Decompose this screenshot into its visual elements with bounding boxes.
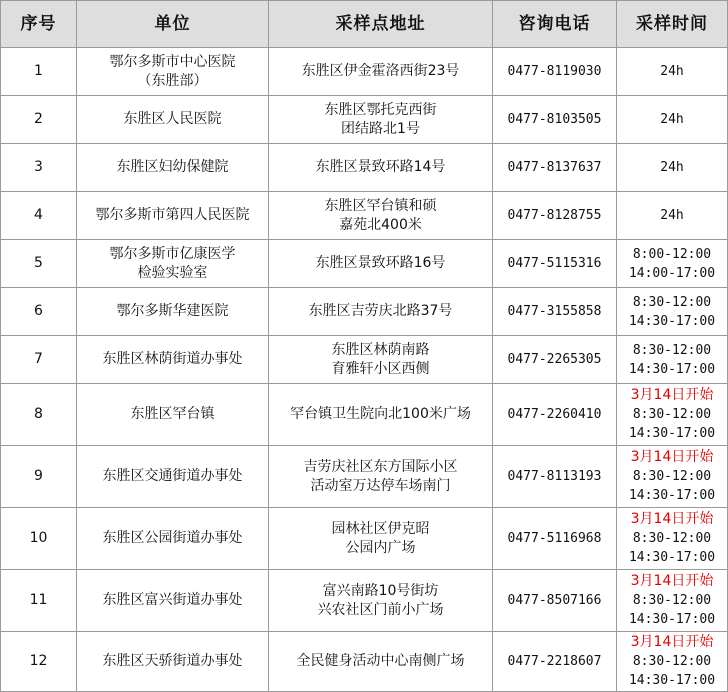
time-range-line: 24h: [660, 208, 684, 223]
address-line: 东胜区伊金霍洛西街23号: [301, 63, 460, 79]
unit-name-line: 东胜区人民医院: [123, 111, 222, 127]
address-cell: [269, 508, 493, 570]
row-number: 2: [34, 111, 43, 127]
time-cell: [617, 144, 728, 192]
unit-cell: [77, 336, 269, 384]
row-number-cell: [1, 144, 77, 192]
unit-cell: [77, 96, 269, 144]
address-line: 东胜区景致环路14号: [315, 159, 446, 175]
start-date-notice: 3月14日开始: [630, 511, 714, 527]
time-range-line: 8:30-12:00: [632, 294, 712, 310]
phone-number: 0477-2218607: [507, 654, 602, 669]
time-cell: [617, 384, 728, 446]
header-unit: 单位: [77, 1, 269, 48]
address-cell: [269, 632, 493, 692]
row-number-cell: [1, 384, 77, 446]
address-cell: [269, 240, 493, 288]
unit-name-line: 鄂尔多斯华建医院: [116, 303, 229, 319]
row-number: 1: [34, 63, 43, 79]
time-range-line: 8:30-12:00: [632, 531, 712, 546]
address-line: 东胜区鄂托克西街: [324, 101, 437, 118]
time-range-line: 14:30-17:00: [628, 361, 716, 377]
unit-cell: [77, 446, 269, 508]
time-cell: [617, 336, 728, 384]
unit-name-line: 检验实验室: [137, 264, 208, 281]
address-cell: [269, 96, 493, 144]
row-number: 4: [34, 207, 43, 223]
row-number-cell: [1, 192, 77, 240]
row-number-cell: [1, 336, 77, 384]
time-range-line: 24h: [660, 160, 684, 175]
time-cell: [617, 508, 728, 570]
table-row: [1, 144, 728, 192]
time-cell: [617, 632, 728, 692]
address-line: 兴农社区门前小广场: [317, 601, 444, 618]
address-cell: [269, 48, 493, 96]
phone-number: 0477-8103505: [507, 112, 602, 127]
address-cell: [269, 446, 493, 508]
start-date-notice: 3月14日开始: [630, 634, 714, 650]
unit-name-line: 鄂尔多斯市第四人民医院: [95, 207, 250, 223]
time-cell: [617, 48, 728, 96]
unit-name-line: 东胜区妇幼保健院: [116, 159, 229, 175]
table-row: [1, 384, 728, 446]
table-row: [1, 240, 728, 288]
address-line: 东胜区景致环路16号: [315, 255, 446, 271]
time-range-line: 14:30-17:00: [628, 550, 716, 565]
table-row: [1, 288, 728, 336]
table-body: [1, 48, 728, 692]
time-cell: [617, 570, 728, 632]
time-range-line: 24h: [660, 112, 684, 127]
header-number: 序号: [1, 1, 77, 48]
unit-name-line: 东胜区天骄街道办事处: [102, 653, 243, 669]
row-number: 12: [29, 653, 48, 669]
phone-cell: [493, 508, 617, 570]
phone-cell: [493, 144, 617, 192]
row-number: 10: [29, 530, 48, 546]
table-row: [1, 192, 728, 240]
phone-number: 0477-2265305: [507, 352, 602, 367]
header-row: [1, 1, 728, 48]
address-cell: [269, 384, 493, 446]
time-range-line: 8:30-12:00: [632, 654, 712, 669]
time-range-line: 14:30-17:00: [628, 488, 716, 503]
time-cell: [617, 240, 728, 288]
row-number: 9: [34, 468, 43, 484]
unit-name-line: 东胜区林荫街道办事处: [102, 351, 243, 367]
table-row: [1, 632, 728, 692]
unit-cell: [77, 288, 269, 336]
start-date-notice: 3月14日开始: [630, 573, 714, 589]
row-number-cell: [1, 446, 77, 508]
address-line: 东胜区林荫南路: [331, 341, 430, 358]
phone-cell: [493, 48, 617, 96]
address-cell: [269, 336, 493, 384]
row-number: 6: [34, 303, 43, 319]
phone-number: 0477-5115316: [507, 256, 602, 271]
phone-number: 0477-8137637: [507, 160, 602, 175]
unit-cell: [77, 384, 269, 446]
address-line: 东胜区吉劳庆北路37号: [308, 303, 453, 319]
unit-cell: [77, 240, 269, 288]
table-row: [1, 48, 728, 96]
table-row: [1, 336, 728, 384]
row-number: 5: [34, 255, 43, 271]
table-row: [1, 96, 728, 144]
address-line: 罕台镇卫生院向北100米广场: [290, 406, 471, 422]
row-number-cell: [1, 96, 77, 144]
unit-cell: [77, 508, 269, 570]
time-range-line: 8:30-12:00: [632, 342, 712, 358]
header-address: 采样点地址: [269, 1, 493, 48]
unit-cell: [77, 48, 269, 96]
address-line: 团结路北1号: [341, 120, 420, 137]
phone-number: 0477-8507166: [507, 593, 602, 608]
time-cell: [617, 96, 728, 144]
address-line: 全民健身活动中心南侧广场: [296, 653, 465, 669]
time-range-line: 24h: [660, 64, 684, 79]
address-cell: [269, 570, 493, 632]
address-line: 公园内广场: [345, 539, 416, 556]
time-cell: [617, 192, 728, 240]
unit-cell: [77, 570, 269, 632]
phone-cell: [493, 192, 617, 240]
phone-number: 0477-8128755: [507, 208, 602, 223]
address-line: 吉劳庆社区东方国际小区: [303, 458, 458, 475]
phone-number: 0477-8119030: [507, 64, 602, 79]
time-range-line: 14:30-17:00: [628, 426, 716, 441]
phone-cell: [493, 632, 617, 692]
unit-name-line: 鄂尔多斯市中心医院: [109, 53, 236, 70]
phone-number: 0477-2260410: [507, 407, 602, 422]
table-row: [1, 446, 728, 508]
phone-number: 0477-5116968: [507, 531, 602, 546]
phone-cell: [493, 96, 617, 144]
time-range-line: 8:00-12:00: [632, 246, 712, 262]
unit-name-line: 东胜区罕台镇: [130, 406, 215, 422]
address-line: 东胜区罕台镇和硕: [324, 197, 437, 214]
phone-number: 0477-3155858: [507, 304, 602, 319]
phone-cell: [493, 336, 617, 384]
time-range-line: 14:30-17:00: [628, 612, 716, 627]
address-cell: [269, 192, 493, 240]
unit-cell: [77, 144, 269, 192]
unit-cell: [77, 632, 269, 692]
address-line: 富兴南路10号街坊: [322, 582, 439, 599]
phone-cell: [493, 240, 617, 288]
table-row: [1, 508, 728, 570]
time-range-line: 8:30-12:00: [632, 407, 712, 422]
phone-number: 0477-8113193: [507, 469, 602, 484]
time-range-line: 14:30-17:00: [628, 313, 716, 329]
row-number: 11: [29, 592, 48, 608]
address-line: 园林社区伊克昭: [331, 520, 430, 537]
row-number: 7: [34, 351, 43, 367]
address-line: 育雅轩小区西侧: [331, 360, 430, 377]
unit-name-line: 东胜区富兴街道办事处: [102, 592, 243, 608]
phone-cell: [493, 570, 617, 632]
header-time: 采样时间: [617, 1, 728, 48]
start-date-notice: 3月14日开始: [630, 387, 714, 403]
address-line: 嘉苑北400米: [339, 216, 422, 233]
address-cell: [269, 144, 493, 192]
row-number-cell: [1, 508, 77, 570]
time-cell: [617, 288, 728, 336]
unit-name-line: （东胜部）: [137, 72, 208, 89]
row-number: 3: [34, 159, 43, 175]
time-range-line: 8:30-12:00: [632, 593, 712, 608]
table-row: [1, 570, 728, 632]
unit-cell: [77, 192, 269, 240]
start-date-notice: 3月14日开始: [630, 449, 714, 465]
unit-name-line: 东胜区交通街道办事处: [102, 468, 243, 484]
header-phone: 咨询电话: [493, 1, 617, 48]
time-range-line: 8:30-12:00: [632, 469, 712, 484]
phone-cell: [493, 384, 617, 446]
time-cell: [617, 446, 728, 508]
time-range-line: 14:00-17:00: [628, 265, 716, 281]
address-cell: [269, 288, 493, 336]
row-number-cell: [1, 570, 77, 632]
row-number: 8: [34, 406, 43, 422]
row-number-cell: [1, 632, 77, 692]
time-range-line: 14:30-17:00: [628, 673, 716, 688]
unit-name-line: 东胜区公园街道办事处: [102, 530, 243, 546]
phone-cell: [493, 288, 617, 336]
address-line: 活动室万达停车场南门: [310, 477, 451, 494]
row-number-cell: [1, 48, 77, 96]
row-number-cell: [1, 240, 77, 288]
row-number-cell: [1, 288, 77, 336]
unit-name-line: 鄂尔多斯市亿康医学: [109, 245, 236, 262]
phone-cell: [493, 446, 617, 508]
